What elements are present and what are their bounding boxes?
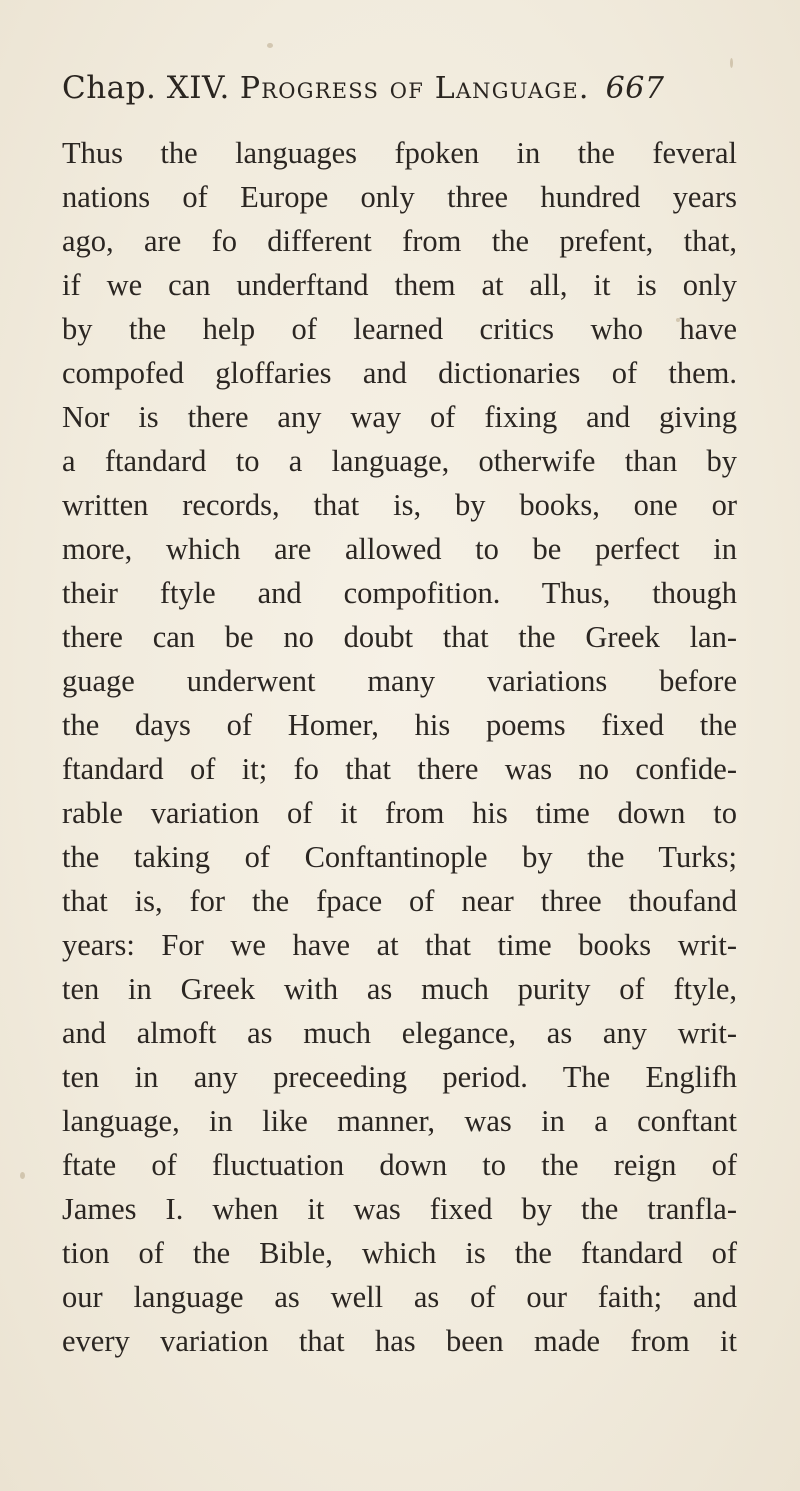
running-head [62,70,722,114]
text-line: their ftyle and compofition. Thus, though [62,576,737,610]
text-line: James I. when it was fixed by the tranfla- [62,1192,737,1226]
page-number: 667 [605,71,665,106]
text-line: by the help of learned critics who have [62,312,737,346]
text-line: compofed gloffaries and dictionaries of them. [62,356,737,390]
text-line: Thus the languages fpoken in the feveral [62,136,737,170]
text-line: ftate of fluctuation down to the reign of [62,1148,737,1182]
ink-speck [20,1172,25,1179]
text-line: every variation that has been made from it [62,1324,737,1358]
text-line: the taking of Conftantinople by the Turks; [62,840,737,874]
text-line: there can be no doubt that the Greek lan- [62,620,737,654]
text-line: nations of Europe only three hundred years [62,180,737,214]
chapter-label: Chap. XIV. [62,70,230,106]
chapter-title: Progress of Language. [239,71,590,106]
text-line: the days of Homer, his poems fixed the [62,708,737,742]
text-line: a ftandard to a language, otherwife than by [62,444,737,478]
text-line: tion of the Bible, which is the ftandard of [62,1236,737,1270]
text-line: language, in like manner, was in a conftant [62,1104,737,1138]
text-line: written records, that is, by books, one or [62,488,737,522]
ink-speck [730,58,733,68]
text-line: our language as well as of our faith; and [62,1280,737,1314]
text-line: ten in any preceeding period. The Englifh [62,1060,737,1094]
text-line: years: For we have at that time books writ- [62,928,737,962]
text-line: if we can underftand them at all, it is only [62,268,737,302]
text-line: that is, for the fpace of near three thoufand [62,884,737,918]
text-line: ten in Greek with as much purity of ftyle, [62,972,737,1006]
text-line: and almoft as much elegance, as any writ- [62,1016,737,1050]
text-line: rable variation of it from his time down to [62,796,737,830]
body-text [62,131,737,1363]
ink-speck [267,43,273,48]
text-line: ftandard of it; fo that there was no confide- [62,752,737,786]
text-line: more, which are allowed to be perfect in [62,532,737,566]
text-line: Nor is there any way of fixing and giving [62,400,737,434]
text-line: guage underwent many variations before [62,664,737,698]
text-line: ago, are fo different from the prefent, that, [62,224,737,258]
